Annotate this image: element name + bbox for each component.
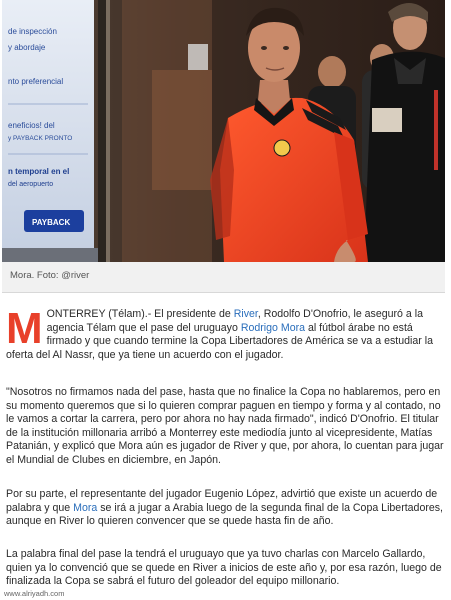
- article-paragraph: [6, 304, 444, 362]
- sign-line: y PAYBACK PRONTO: [8, 135, 73, 142]
- link-river[interactable]: River: [233, 308, 258, 320]
- paragraph-text: ONTERREY (Télam).- El presidente de: [46, 308, 234, 320]
- article-paragraph: La palabra final del pase la tendrá el uruguayo que ya tuvo charlas con Marcelo Gallardo, quien ya lo convenció que se quede en River a inicios de este año y, por esa razón, luego de finalizada la Copa se sabrá el futuro del goleador del equipo millonario.: [6, 548, 442, 588]
- photo-caption: Mora. Foto: @river: [10, 270, 90, 281]
- sign-line: n temporal en el: [8, 167, 70, 176]
- sign-line: y abordaje: [8, 43, 46, 52]
- sign-line: eneficios! del: [8, 121, 55, 130]
- payback-logo-text: PAYBACK: [32, 218, 71, 227]
- paragraph-text: se irá a jugar a Arabia luego de la segunda final de la Copa Libertadores, aunque en River lo quieren convencer que se quede hasta fin de año.: [6, 501, 444, 528]
- article-paragraph: [6, 488, 444, 529]
- article-paragraph: "Nosotros no firmamos nada del pase, hasta que no finalice la Copa no hablaremos, pero en su momento queremos que si lo quieren comprar paguen en tiempo y forma y al contado, no le vamos a cortar la carrera, pero por ahora no hay nada firmado", indicó D'Onofrio. El titular de la institución millonaria arribó a Monterrey este mediodía junto al vicepresidente, Matías Patanián, y explicó que Mora aún es jugador de River y que, por ahora, lo cuentan para jugar el Mundial de Clubes en diciembre, en Japón.: [6, 386, 444, 466]
- drop-cap: M: [6, 304, 43, 353]
- sign-line: del aeropuerto: [8, 181, 54, 188]
- sign-line: de inspección: [8, 27, 57, 36]
- club-crest-icon: [274, 140, 290, 156]
- link-mora[interactable]: Mora: [73, 501, 98, 514]
- site-watermark: www.alriyadh.com: [4, 589, 65, 598]
- article-photo: [2, 0, 445, 262]
- link-rodrigo-mora[interactable]: Rodrigo Mora: [240, 321, 306, 334]
- paragraph-text: al fútbol árabe no está firmado y que cuando termine la Copa Libertadores de América se va a estudiar la oferta del Al Nassr, que ya tiene un acuerdo con el jugador.: [6, 321, 433, 361]
- paragraph-text: Por su parte, el representante del jugador Eugenio López, advirtió que existe un acuerdo de palabra y que: [6, 488, 438, 514]
- sign-line: nto preferencial: [8, 77, 64, 86]
- photo-illustration: [2, 0, 445, 262]
- photo-caption-bar: [2, 262, 445, 293]
- paragraph-text: , Rodolfo D'Onofrio, le aseguró a la agencia Télam que el pase del uruguayo: [46, 308, 423, 334]
